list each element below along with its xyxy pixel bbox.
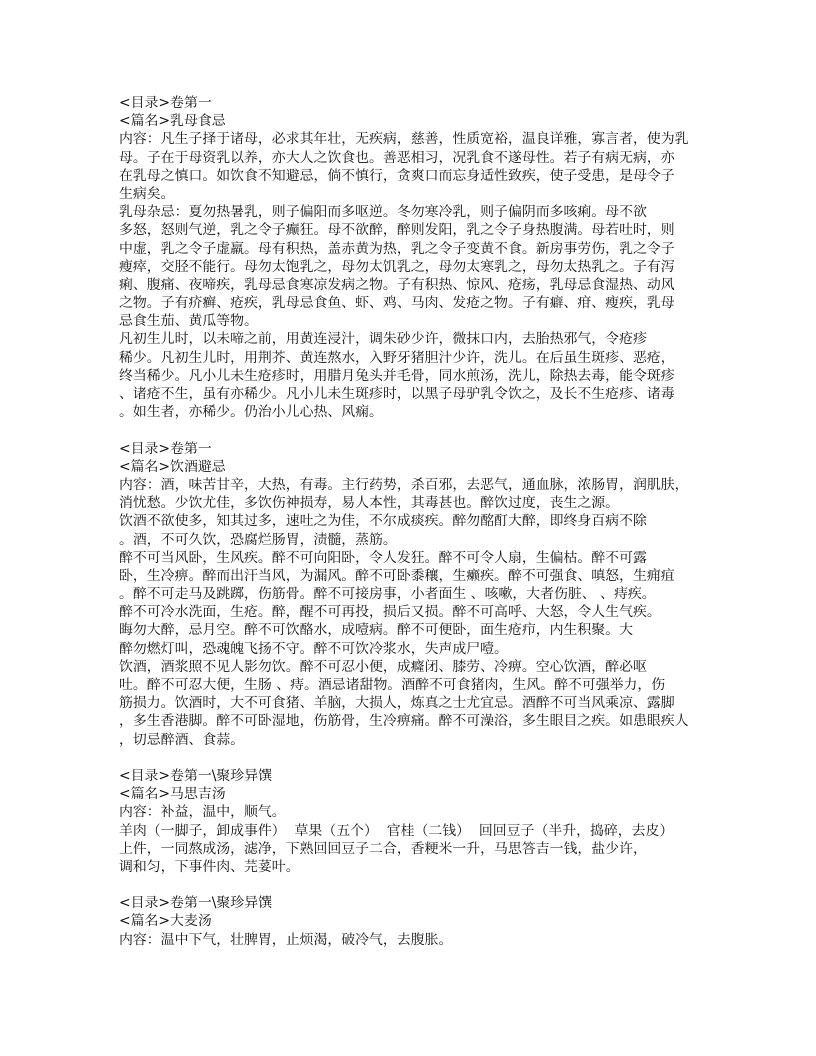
- content-line: 饮酒不欲使多，知其过多，速吐之为佳，不尔成痰疾。醉勿酩酊大醉，即终身百病不除: [119, 513, 647, 530]
- section-gap: [119, 749, 709, 767]
- content-line: 上件，一同熬成汤，滤净，下熟回回豆子二合，香粳米一升，马思答吉一钱，盐少许，: [119, 840, 647, 857]
- section-title: <篇名>饮酒避忌: [119, 458, 226, 475]
- content-line: 、诸疮不生，虽有亦稀少。凡小儿未生斑疹时，以黑子母驴乳令饮之，及长不生疮疹、诸毒: [119, 386, 675, 402]
- catalog-heading: <目录>卷第一\聚珍异馔: [119, 767, 272, 784]
- document-section: [119, 767, 709, 876]
- content-line: 终当稀少。凡小儿未生疮疹时，用腊月兔头并毛骨，同水煎汤，洗儿，除热去毒，能令斑疹: [119, 367, 675, 384]
- section-title: <篇名>大麦汤: [119, 913, 212, 930]
- document-section: [119, 440, 709, 749]
- content-line: 内容：凡生子择于诸母，必求其年壮，无疾病，慈善，性质宽裕，温良详雅，寡言者，使为乳: [119, 131, 689, 148]
- content-line: 醉不可当风卧，生风疾。醉不可向阳卧，令人发狂。醉不可令人扇，生偏枯。醉不可露: [119, 549, 647, 566]
- content-line: 筋损力。饮酒时，大不可食猪、羊脑，大损人，炼真之士尤宜忌。酒醉不可当风乘凉、露脚: [119, 695, 675, 712]
- content-line: ，切忌醉酒、食蒜。: [119, 731, 245, 748]
- catalog-heading: <目录>卷第一: [119, 440, 212, 457]
- content-line: 消忧愁。少饮尤佳，多饮伤神损寿，易人本性，其毒甚也。醉饮过度，丧生之源。: [119, 495, 620, 512]
- section-title: <篇名>马思吉汤: [119, 786, 226, 803]
- content-line: 多怒，怒则气逆，乳之令子癫狂。母不欲醉，醉则发阳，乳之令子身热腹满。母若吐时，则: [119, 222, 675, 239]
- content-line: 在乳母之慎口。如饮食不知避忌，倘不慎行，贪爽口而忘身适性致疾，使子受患，是母令子: [119, 167, 675, 184]
- content-line: 。酒，不可久饮，恐腐烂肠胃，渍髓，蒸筋。: [119, 531, 397, 548]
- content-line: 乳母杂忌：夏勿热暑乳，则子偏阳而多呕逆。冬勿寒冷乳，则子偏阴而多咳痢。母不欲: [119, 204, 647, 221]
- document-section: [119, 94, 709, 421]
- catalog-heading: <目录>卷第一\聚珍异馔: [119, 895, 272, 912]
- content-line: 内容：酒，味苦甘辛，大热，有毒。主行药势，杀百邪，去恶气，通血脉，浓肠胃，润肌肤，: [119, 476, 689, 493]
- content-line: 稀少。凡初生儿时，用荆芥、黄连熬水，入野牙猪胆汁少许，洗儿。在后虽生斑疹、恶疮，: [119, 349, 675, 366]
- section-title: <篇名>乳母食忌: [119, 113, 226, 130]
- content-line: 醉勿燃灯叫，恐魂魄飞扬不守。醉不可饮冷浆水，失声成尸噎。: [119, 640, 508, 657]
- content-line: 晦勿大醉，忌月空。醉不可饮酪水，成噎病。醉不可便卧，面生疮疖，内生积聚。大: [119, 622, 633, 639]
- content-line: 凡初生儿时，以未啼之前，用黄连浸汁，调朱砂少许，微抹口内，去胎热邪气，令疮疹: [119, 331, 647, 348]
- content-line: 羊肉（一脚子，卸成事件） 草果（五个） 官桂（二钱） 回回豆子（半升，捣碎，去皮）: [119, 822, 674, 839]
- content-line: 中虚，乳之令子虚羸。母有积热，盖赤黄为热，乳之令子变黄不食。新房事劳伤，乳之令子: [119, 240, 675, 257]
- content-line: 。如生者，亦稀少。仍治小儿心热、风痫。: [119, 404, 383, 421]
- content-line: 卧，生冷痹。醉而出汗当风，为漏风。醉不可卧黍穰，生癞疾。醉不可强食、嗔怒，生痈疽: [119, 567, 675, 584]
- content-line: 醉不可冷水洗面，生疮。醉，醒不可再投，损后又损。醉不可高呼、大怒，令人生气疾。: [119, 604, 661, 621]
- content-line: 痢、腹痛、夜啼疾，乳母忌食寒凉发病之物。子有积热、惊风、疮疡，乳母忌食湿热、动风: [119, 276, 675, 293]
- content-line: 吐。醉不可忍大便，生肠 、痔。酒忌诸甜物。酒醉不可食猪肉，生风。醉不可强举力，伤: [119, 677, 666, 693]
- content-line: 瘦瘁，交胫不能行。母勿太饱乳之，母勿太饥乳之，母勿太寒乳之，母勿太热乳之。子有泻: [119, 258, 675, 275]
- document-section: [119, 894, 709, 949]
- document-page: [119, 94, 709, 949]
- content-line: 生病矣。: [119, 185, 175, 202]
- content-line: 之物。子有疥癣、疮疾，乳母忌食鱼、虾、鸡、马肉、发疮之物。子有癖、疳、瘦疾，乳母: [119, 295, 675, 312]
- content-line: 调和匀，下事件肉、芫荽叶。: [119, 858, 300, 875]
- content-line: 内容：温中下气，壮脾胃，止烦渴，破冷气，去腹胀。: [119, 931, 453, 948]
- content-line: ，多生香港脚。醉不可卧湿地，伤筋骨，生冷痹痛。醉不可澡浴，多生眼目之疾。如患眼疾人: [119, 713, 689, 730]
- section-gap: [119, 876, 709, 894]
- section-gap: [119, 421, 709, 439]
- content-line: 母。子在于母资乳以养，亦大人之饮食也。善恶相习，况乳食不遂母性。若子有病无病，亦: [119, 149, 675, 166]
- content-line: 内容：补益，温中，顺气。: [119, 804, 286, 821]
- content-line: 忌食生茄、黄瓜等物。: [119, 313, 258, 330]
- content-line: 饮酒，酒浆照不见人影勿饮。醉不可忍小便，成癃闭、膝劳、冷痹。空心饮酒，醉必呕: [119, 658, 647, 675]
- content-line: 。醉不可走马及跳踯，伤筋骨。醉不可接房事，小者面生 、咳嗽，大者伤脏、 、痔疾。: [119, 586, 656, 603]
- catalog-heading: <目录>卷第一: [119, 95, 212, 111]
